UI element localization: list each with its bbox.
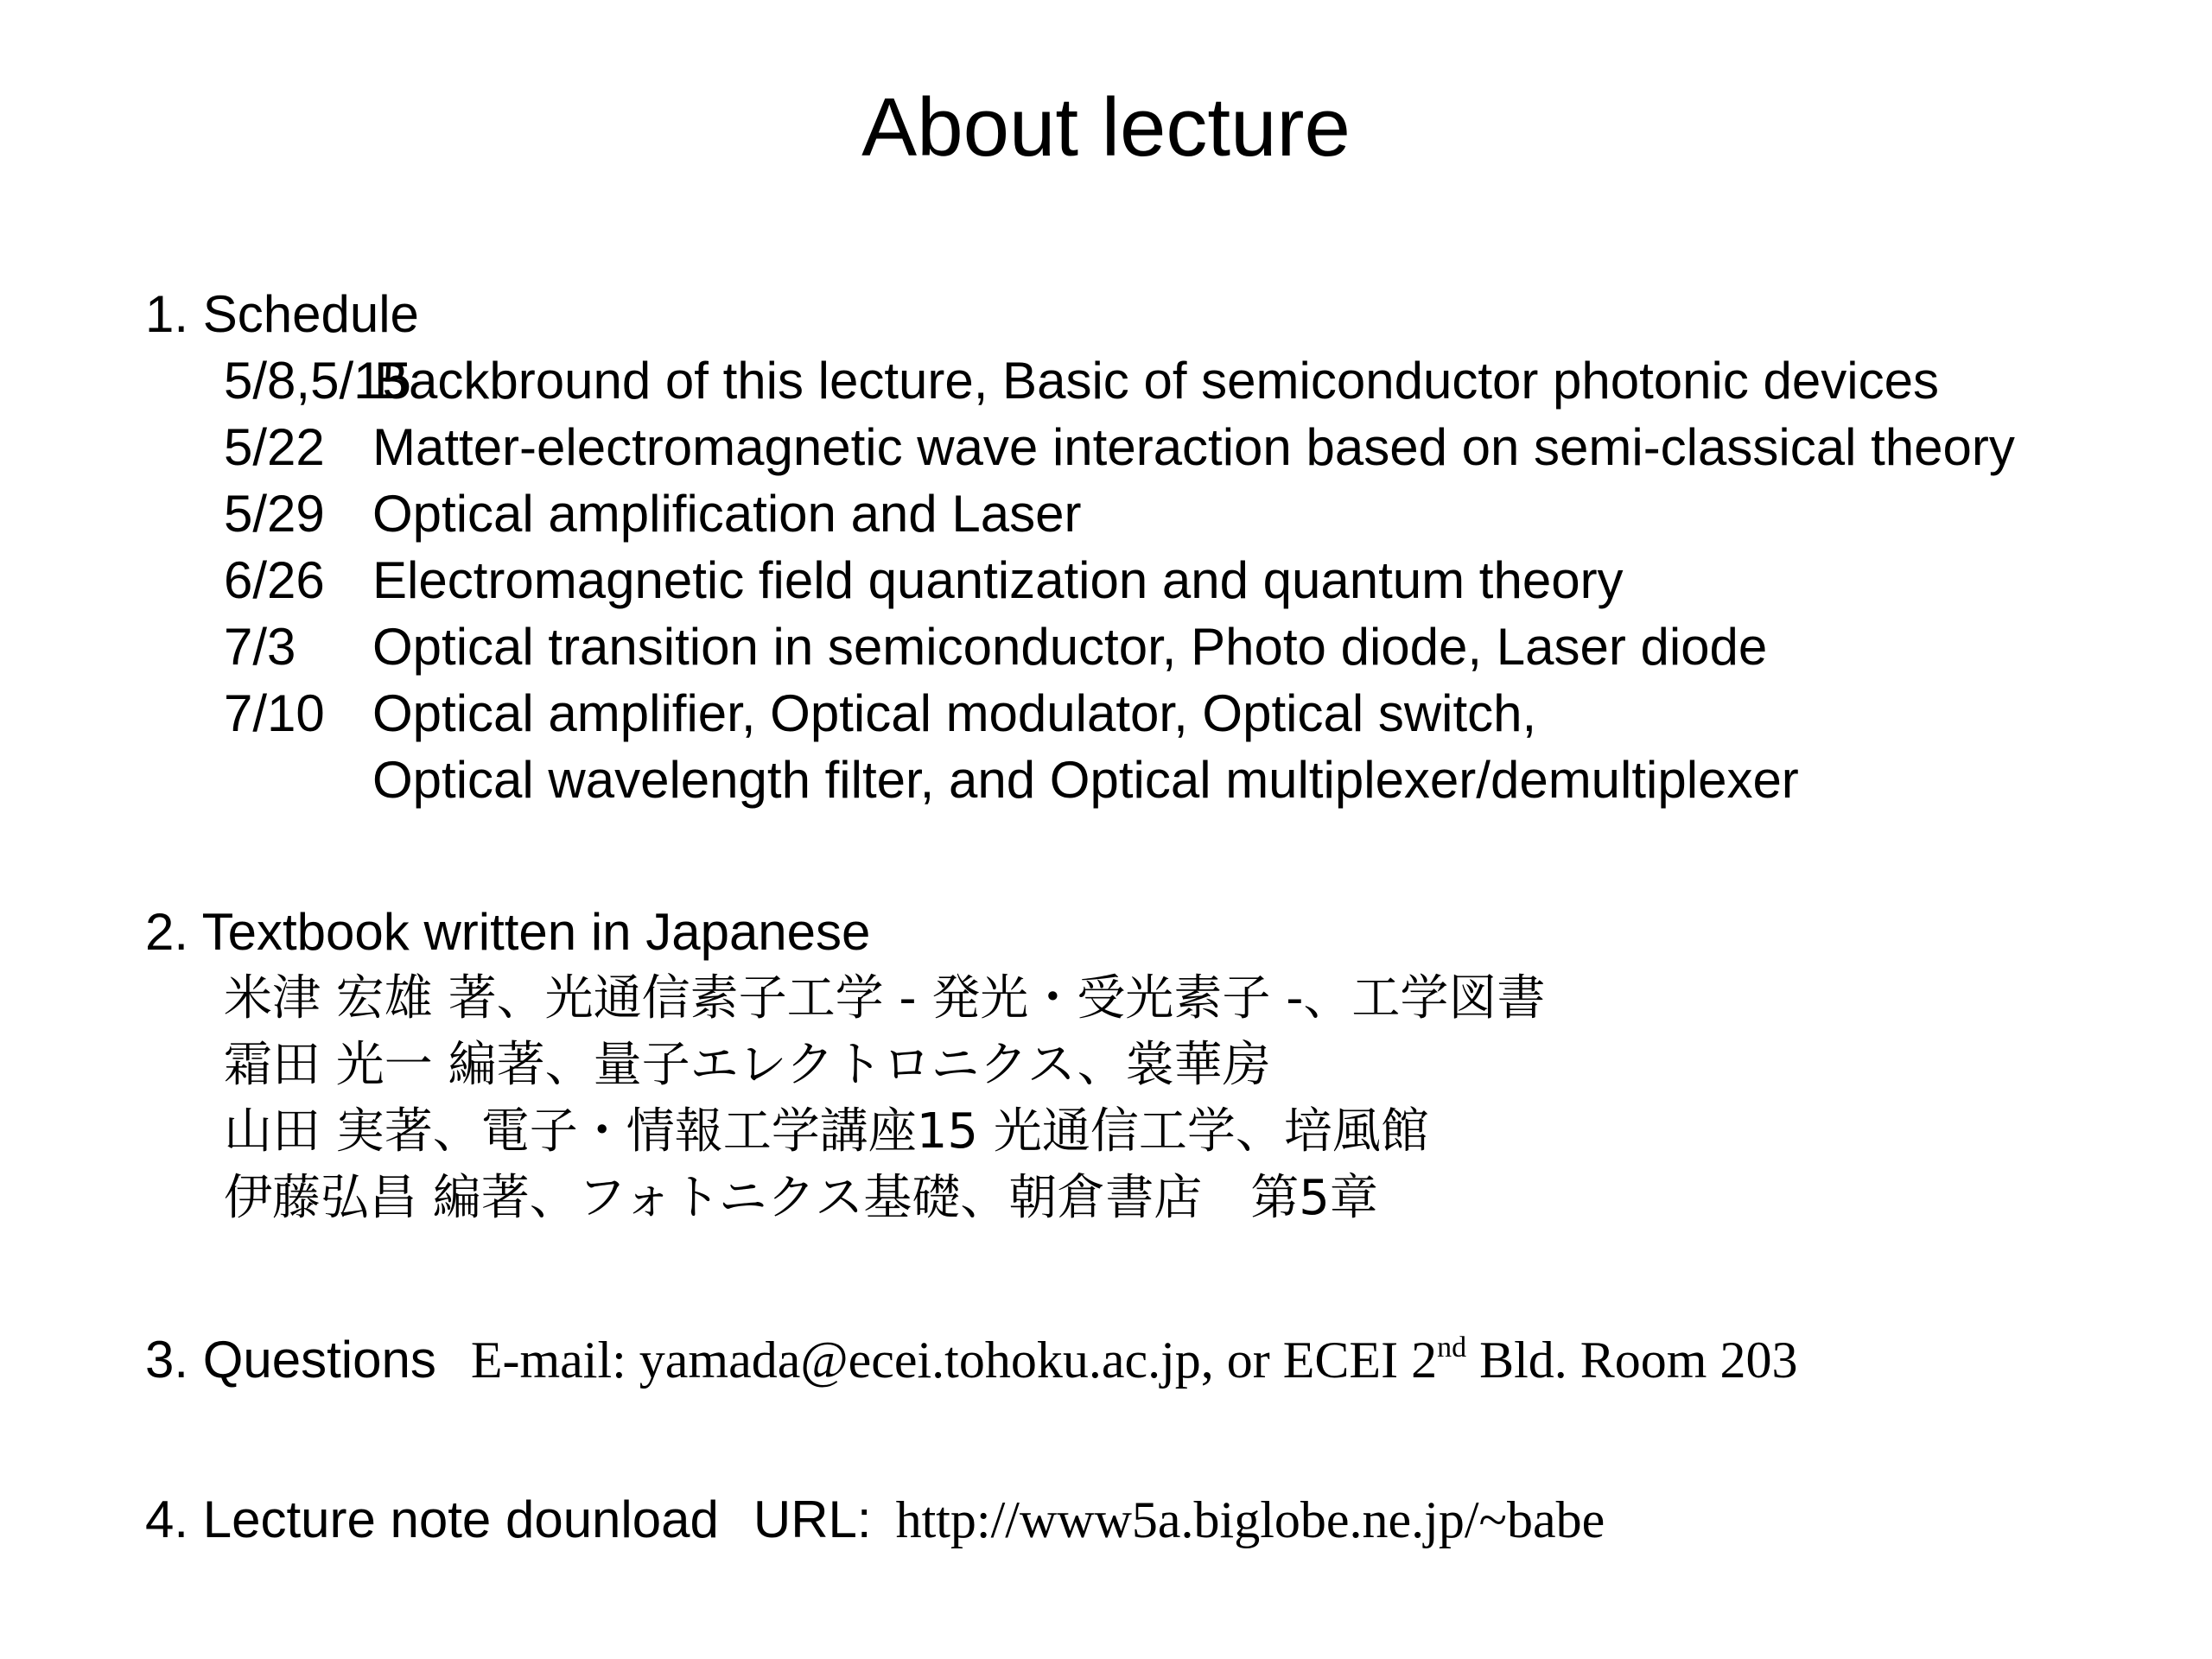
schedule-row: [145, 547, 2184, 613]
schedule-section: [145, 281, 2184, 813]
schedule-row: [145, 480, 2184, 547]
schedule-date: 7/10: [224, 684, 325, 742]
contact-suffix: Bld. Room 203: [1466, 1332, 1798, 1389]
schedule-date: 5/8,5/15: [224, 352, 411, 410]
contact-prefix: E-mail: yamada@ecei.tohoku.ac.jp, or ECEI 2: [470, 1332, 1438, 1389]
schedule-row: [145, 414, 2184, 480]
questions-row: [145, 1326, 2184, 1394]
schedule-description: Optical wavelength filter, and Optical multiplexer/demultiplexer: [372, 751, 1799, 809]
schedule-row: [145, 680, 2184, 747]
schedule-description: Backbround of this lecture, Basic of semiconductor photonic devices: [374, 352, 1939, 410]
schedule-description: Electromagnetic field quantization and quantum theory: [372, 551, 1624, 609]
contact-superscript: nd: [1437, 1332, 1467, 1363]
download-url-link[interactable]: http://www5a.biglobe.ne.jp/~babe: [895, 1491, 1605, 1548]
questions-section: [145, 1326, 2184, 1394]
schedule-date: 5/22: [224, 418, 325, 476]
schedule-description: Optical amplifier, Optical modulator, Optical switch,: [372, 684, 1537, 742]
textbook-item: 伊藤弘昌 編著、フォトニクス基礎、朝倉書店 第5章: [224, 1170, 1378, 1226]
url-label: URL:: [753, 1491, 872, 1548]
schedule-description: Optical transition in semiconductor, Photo diode, Laser diode: [372, 618, 1768, 676]
download-heading: 4. Lecture note dounload: [145, 1491, 719, 1548]
schedule-description: Optical amplification and Laser: [372, 485, 1082, 543]
download-section: [145, 1486, 2184, 1554]
schedule-row-continuation: [145, 747, 2184, 813]
schedule-date: 7/3: [224, 618, 296, 676]
questions-heading: 3. Questions: [145, 1331, 436, 1389]
schedule-date: 6/26: [224, 551, 325, 609]
slide-title: About lecture: [861, 81, 1351, 174]
schedule-date: 5/29: [224, 485, 325, 543]
textbook-list: [145, 965, 2184, 1231]
textbook-item: 霜田 光一 編著、量子エレクトロニクス、裳華房: [224, 1037, 1271, 1093]
schedule-list: [145, 347, 2184, 813]
textbook-item: 米津 宏雄 著、光通信素子工学 - 発光・受光素子 -、工学図書: [224, 970, 1546, 1027]
schedule-heading: 1. Schedule: [145, 285, 419, 343]
textbook-section: [145, 899, 2184, 1231]
download-row: [145, 1486, 2184, 1554]
schedule-row: [145, 347, 2184, 414]
textbook-heading: 2. Textbook written in Japanese: [145, 903, 871, 961]
textbook-item: 山田 実著、電子・情報工学講座15 光通信工学、培風館: [224, 1103, 1429, 1160]
schedule-description: Matter-electromagnetic wave interaction based on semi-classical theory: [372, 418, 2015, 476]
schedule-row: [145, 613, 2184, 680]
contact-info: [471, 1332, 1798, 1389]
